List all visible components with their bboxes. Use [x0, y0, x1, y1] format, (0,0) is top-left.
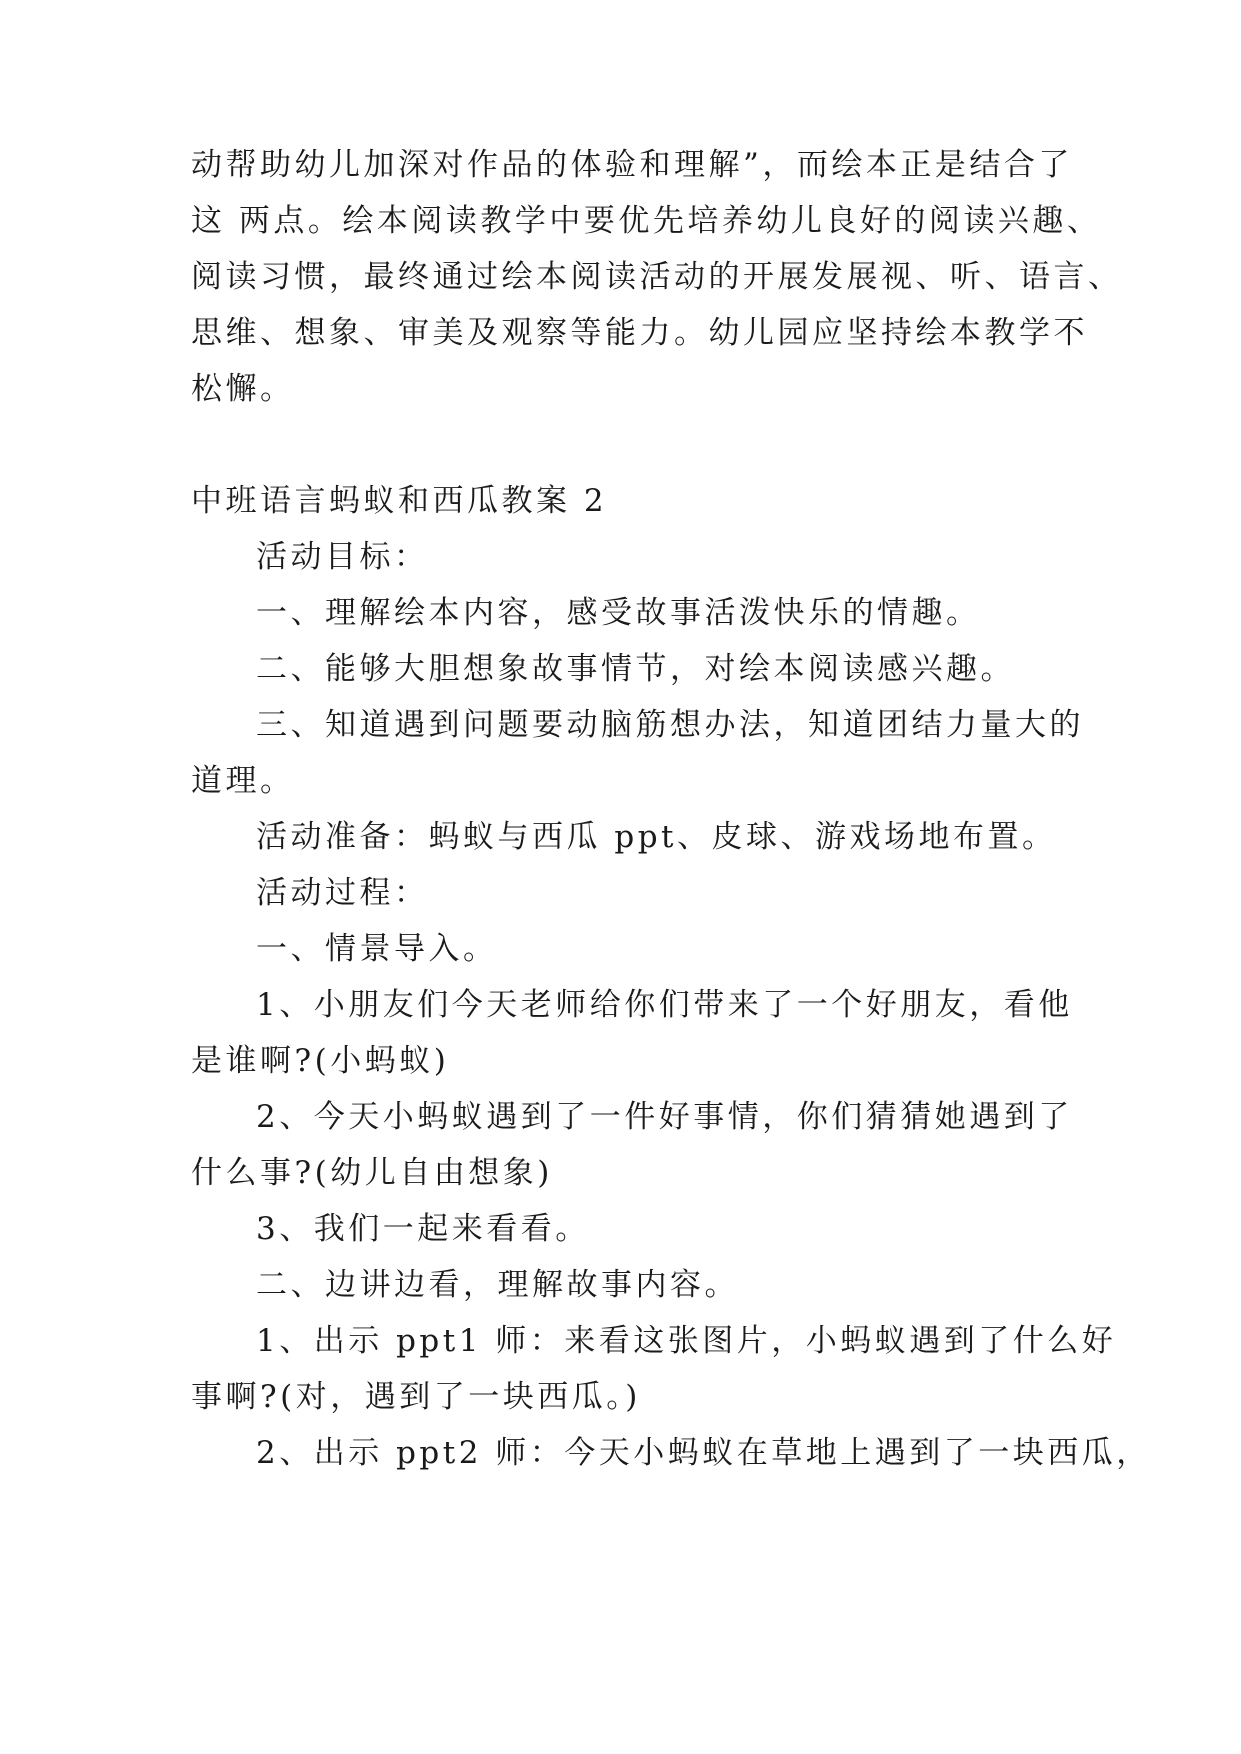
step-1-1-line-1: 1、小朋友们今天老师给你们带来了一个好朋友，看他 — [256, 987, 1073, 1023]
goal-1: 一、理解绘本内容，感受故事活泼快乐的情趣。 — [256, 595, 981, 631]
process-heading: 活动过程： — [256, 875, 429, 911]
goals-heading: 活动目标： — [256, 539, 429, 575]
goal-2: 二、能够大胆想象故事情节，对绘本阅读感兴趣。 — [256, 651, 1015, 687]
step-1-heading: 一、情景导入。 — [256, 931, 498, 967]
intro-line-2: 这 两点。绘本阅读教学中要优先培养幼儿良好的阅读兴趣、 — [191, 203, 1102, 239]
step-1-3: 3、我们一起来看看。 — [256, 1211, 590, 1247]
preparation: 活动准备：蚂蚁与西瓜 ppt、皮球、游戏场地布置。 — [256, 819, 1057, 855]
goal-3-line-1: 三、知道遇到问题要动脑筋想办法，知道团结力量大的 — [256, 707, 1084, 743]
intro-line-3: 阅读习惯，最终通过绘本阅读活动的开展发展视、听、语言、 — [191, 259, 1123, 295]
step-1-1-line-2: 是谁啊?(小蚂蚁) — [191, 1043, 450, 1079]
step-2-1-line-1: 1、出示 ppt1 师：来看这张图片，小蚂蚁遇到了什么好 — [256, 1323, 1117, 1359]
step-2-2-line-1: 2、出示 ppt2 师：今天小蚂蚁在草地上遇到了一块西瓜， — [256, 1435, 1151, 1471]
section-title: 中班语言蚂蚁和西瓜教案 2 — [191, 483, 608, 519]
step-1-2-line-1: 2、今天小蚂蚁遇到了一件好事情，你们猜猜她遇到了 — [256, 1099, 1073, 1135]
goal-3-line-2: 道理。 — [191, 763, 295, 799]
step-2-1-line-2: 事啊?(对，遇到了一块西瓜。) — [191, 1379, 641, 1415]
step-1-2-line-2: 什么事?(幼儿自由想象) — [191, 1155, 553, 1191]
step-2-heading: 二、边讲边看，理解故事内容。 — [256, 1267, 739, 1303]
intro-line-1: 动帮助幼儿加深对作品的体验和理解”，而绘本正是结合了 — [191, 147, 1073, 183]
intro-line-4: 思维、想象、审美及观察等能力。幼儿园应坚持绘本教学不 — [191, 315, 1088, 351]
intro-line-5: 松懈。 — [191, 371, 295, 407]
